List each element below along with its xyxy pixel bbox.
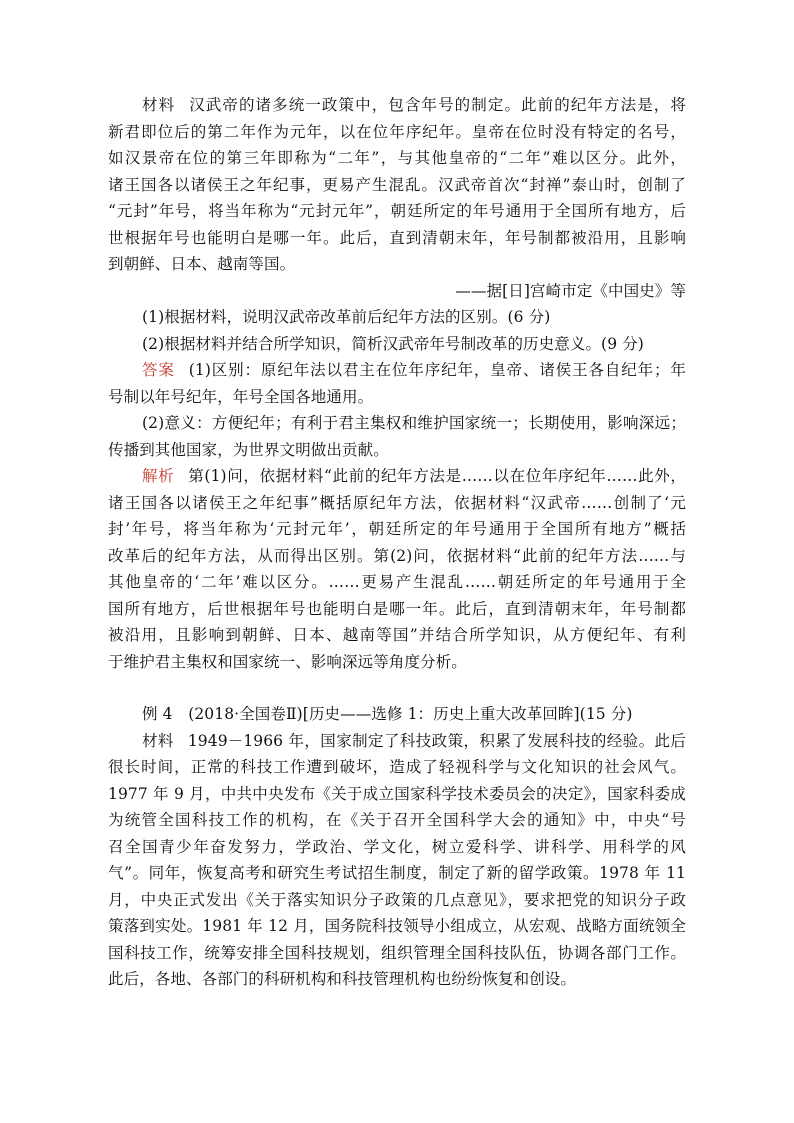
answer-line-1: 答案 (1)区别：原纪年法以君主在位年序纪年，皇帝、诸侯王各自纪年；年 xyxy=(142,361,686,379)
passage1-line-1: 材料 汉武帝的诸多统一政策中，包含年号的制定。此前的纪年方法是，将 xyxy=(142,96,686,114)
material-passage-1 xyxy=(108,92,686,304)
example4-material-label: 材料 xyxy=(142,731,174,750)
analysis-block xyxy=(108,463,686,675)
example4-header: 例 4 (2018·全国卷Ⅱ)[历史——选修 1：历史上重大改革回眸](15 分) xyxy=(142,705,633,723)
analysis-line-3: 封’年号，将当年称为‘元封元年’，朝廷所定的年号通用于全国所有地方”概括 xyxy=(108,520,686,538)
example4-line-8: 策落到实处。1981 年 12 月，国务院科技领导小组成立，从宏观、战略方面统领全 xyxy=(108,917,686,935)
passage1-line-7: 到朝鲜、日本、越南等国。 xyxy=(108,255,296,273)
example4-line-10: 此后，各地、各部门的科研机构和科技管理机构也纷纷恢复和创设。 xyxy=(108,970,577,988)
section-spacer xyxy=(108,675,686,701)
answer-block xyxy=(108,357,686,463)
analysis-line-1: 解析 第(1)问，依据材料“此前的纪年方法是……以在位年序纪年……此外， xyxy=(142,467,686,485)
example-4 xyxy=(108,701,686,993)
passage1-line-6: 世根据年号也能明白是哪一年。此后，直到清朝末年，年号制都被沿用，且影响 xyxy=(108,228,686,247)
passage1-line-2: 新君即位后的第二年作为元年，以在位年序纪年。皇帝在位时没有特定的名号， xyxy=(108,122,686,141)
example4-line-4: 为统管全国科技工作的机构，在《关于召开全国科学大会的通知》中，中央“号 xyxy=(108,811,686,829)
answer-label: 答案 xyxy=(142,361,175,379)
analysis-line-8: 于维护君主集权和国家统一、影响深远等角度分析。 xyxy=(108,652,467,671)
analysis-line-7: 被沿用，且影响到朝鲜、日本、越南等国”并结合所学知识，从方便纪年、有利 xyxy=(108,626,686,644)
example4-line-2: 很长时间，正常的科技工作遭到破坏，造成了轻视科学与文化知识的社会风气。 xyxy=(108,758,686,776)
example4-line-3: 1977 年 9 月，中共中央发布《关于成立国家科学技术委员会的决定》，国家科委成 xyxy=(108,784,686,803)
example4-line-7: 月，中央正式发出《关于落实知识分子政策的几点意见》，要求把党的知识分子政 xyxy=(108,890,686,909)
material-label: 材料 xyxy=(142,96,176,114)
document-page xyxy=(108,92,686,993)
example4-line-5: 召全国青少年奋发努力，学政治、学文化，树立爱科学、讲科学、用科学的风 xyxy=(108,837,686,856)
analysis-line-4: 改革后的纪年方法，从而得出区别。第(2)问，依据材料“此前的纪年方法……与 xyxy=(108,546,686,565)
example4-line-1: 材料 1949－1966 年，国家制定了科技政策，积累了发展科技的经验。此后 xyxy=(142,731,686,750)
analysis-line-6: 国所有地方，后世根据年号也能明白是哪一年。此后，直到清朝末年，年号制都 xyxy=(108,599,686,618)
analysis-label: 解析 xyxy=(142,467,175,485)
example4-line-9: 国科技工作，统筹安排全国科技规划，组织管理全国科技队伍，协调各部门工作。 xyxy=(108,943,686,962)
answer-line-4: 传播到其他国家，为世界文明做出贡献。 xyxy=(108,440,389,459)
analysis-line-5: 其他皇帝的‘二年’难以区分。……更易产生混乱……朝廷所定的年号通用于全 xyxy=(108,573,686,591)
passage1-line-4: 诸王国各以诸侯王之年纪事，更易产生混乱。汉武帝首次“封禅”泰山时，创制了 xyxy=(108,175,686,194)
example4-line-6: 气”。同年，恢复高考和研究生考试招生制度，制定了新的留学政策。1978 年 11 xyxy=(108,864,686,882)
passage1-line-5: “元封”年号，将当年称为“元封元年”，朝廷所定的年号通用于全国所有地方，后 xyxy=(108,202,686,220)
question-1: (1)根据材料，说明汉武帝改革前后纪年方法的区别。(6 分) xyxy=(142,308,551,326)
passage1-line-3: 如汉景帝在位的第三年即称为“二年”，与其他皇帝的“二年”难以区分。此外， xyxy=(108,149,686,167)
answer-line-3: (2)意义：方便纪年；有利于君主集权和维护国家统一；长期使用，影响深远； xyxy=(142,414,686,432)
analysis-line-2: 诸王国各以诸侯王之年纪事”概括原纪年方法，依据材料“汉武帝……创制了‘元 xyxy=(108,493,686,512)
answer-line-2: 号制以年号纪年，年号全国各地通用。 xyxy=(108,387,374,406)
source-citation: ——据[日]宫崎市定《中国史》等 xyxy=(455,281,686,300)
question-2: (2)根据材料并结合所学知识，简析汉武帝年号制改革的历史意义。(9 分) xyxy=(142,334,644,353)
